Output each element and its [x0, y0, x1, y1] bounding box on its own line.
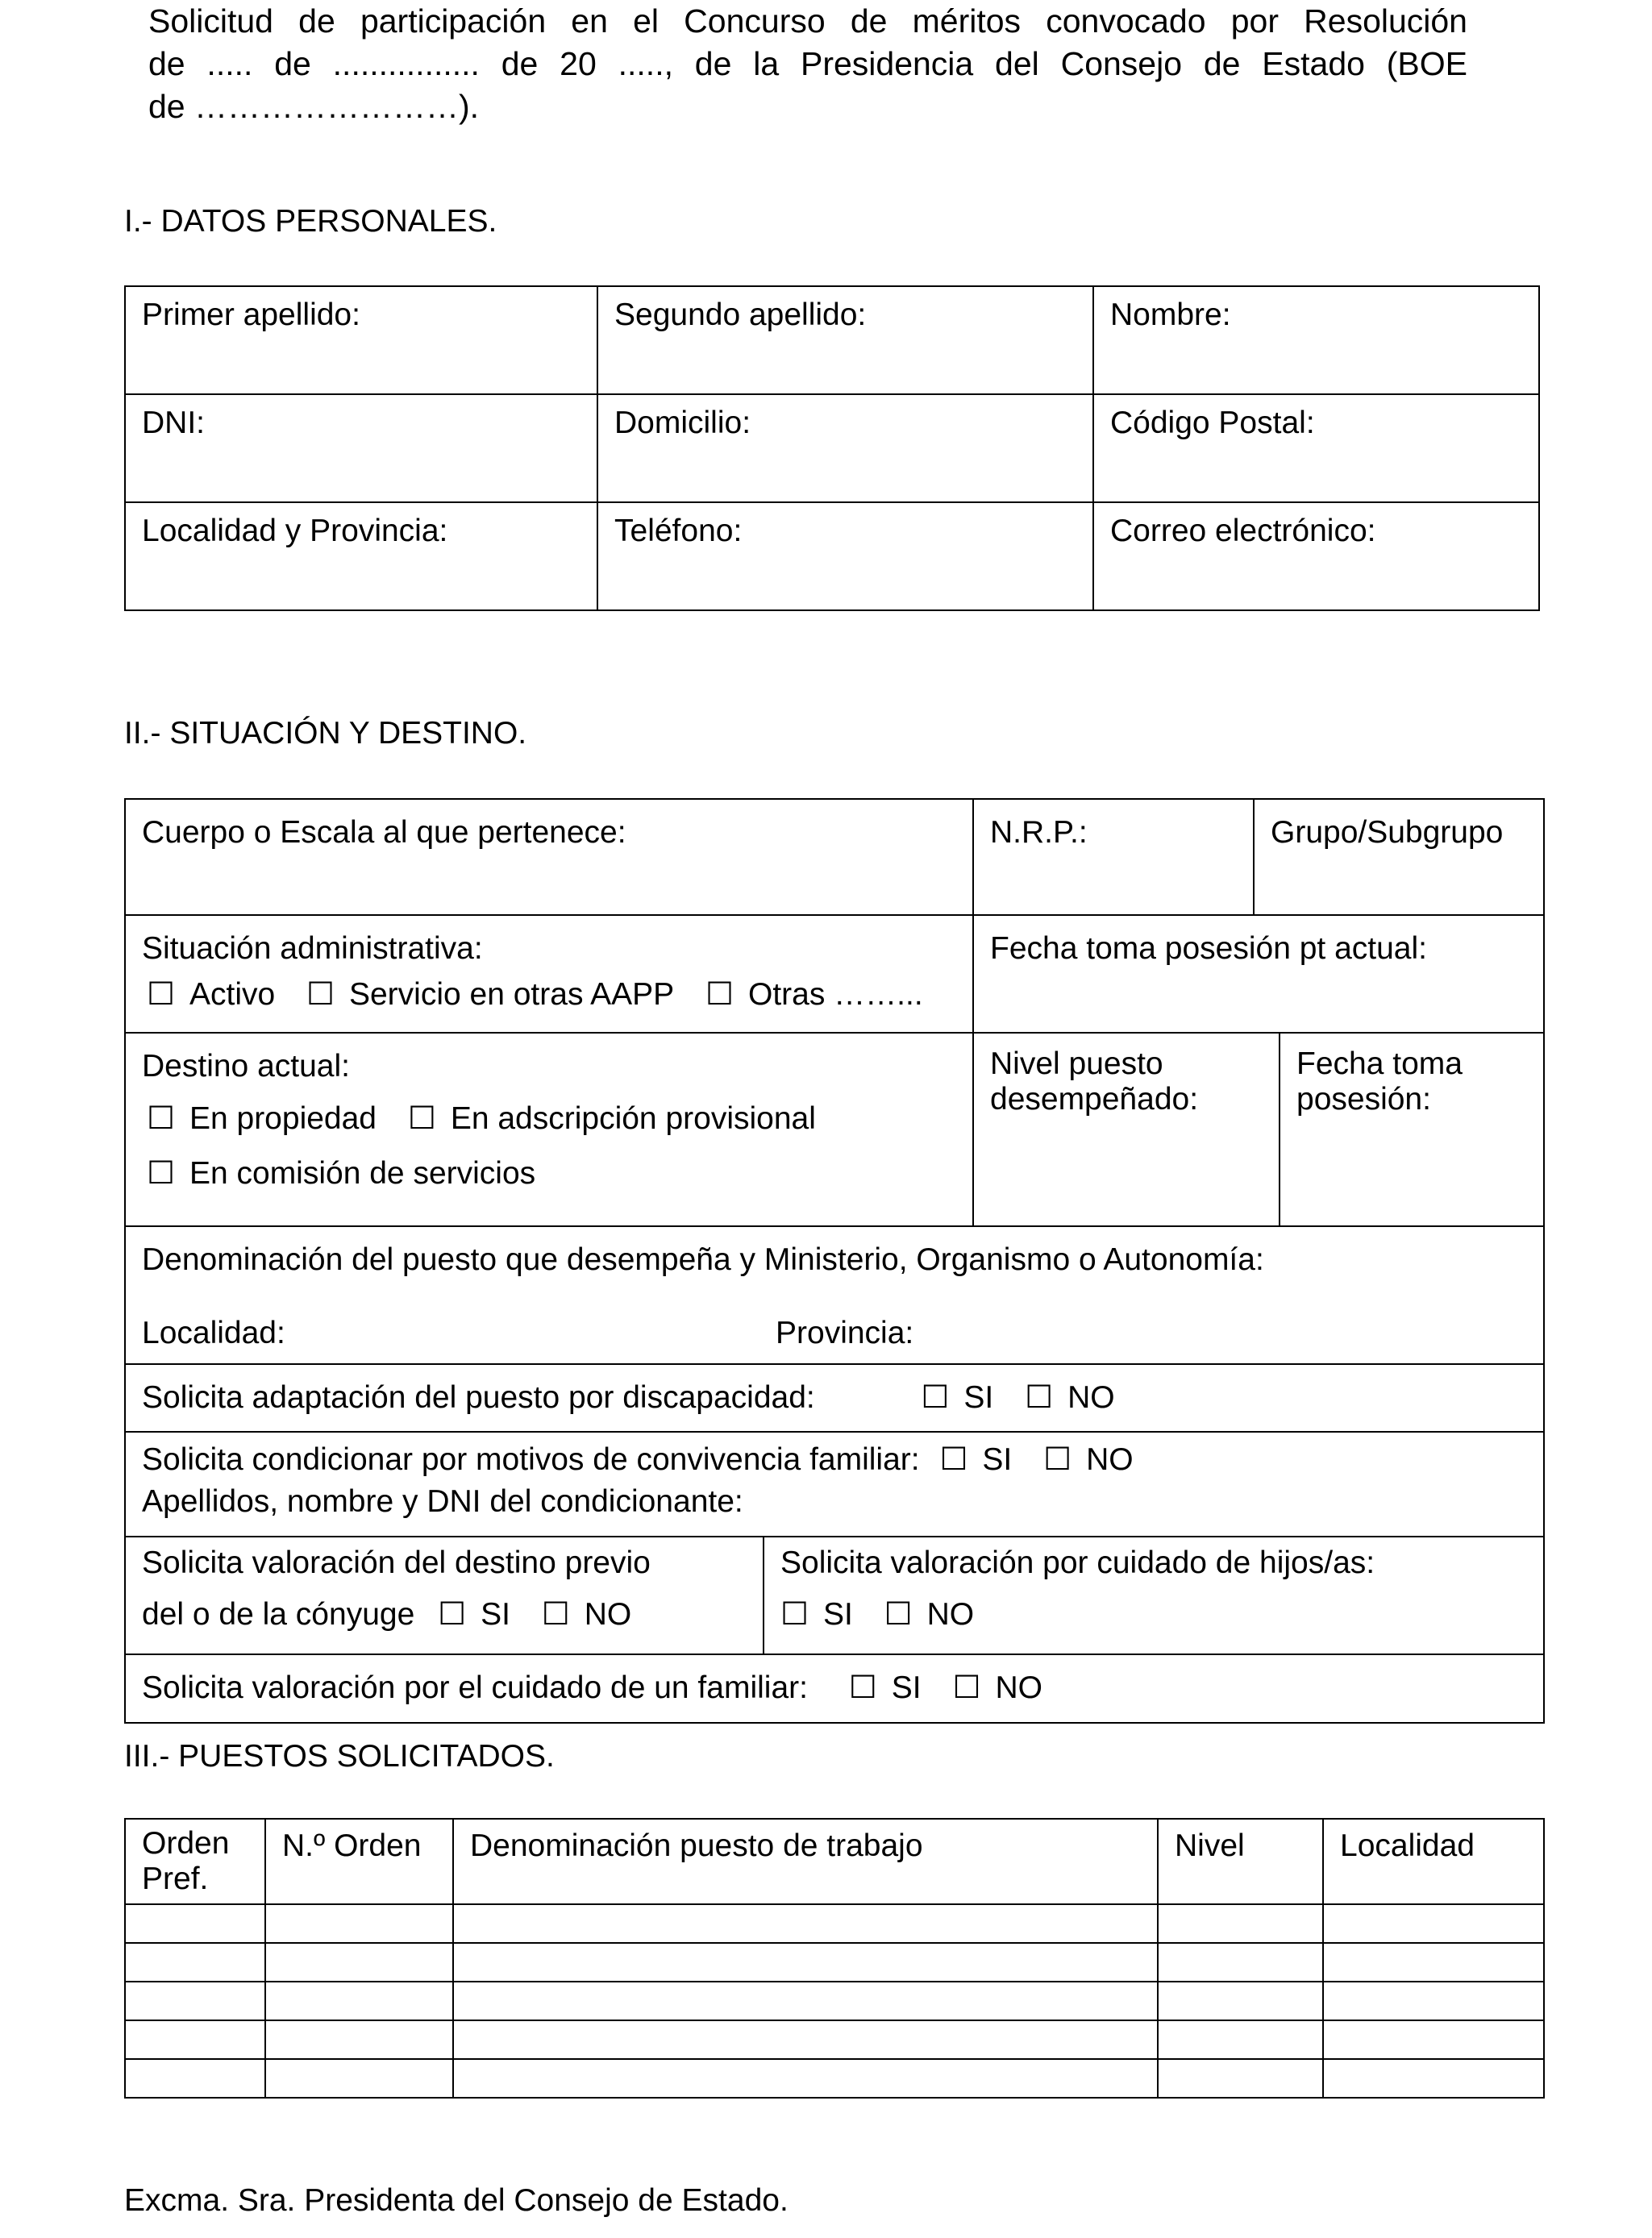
table-cell[interactable]	[1323, 1982, 1544, 2020]
field-grupo[interactable]	[1254, 799, 1544, 915]
table-row	[125, 1982, 1544, 2020]
checkbox-conyuge-si[interactable]: ☐	[438, 1597, 467, 1633]
conyuge-label-2: del o de la cónyuge	[142, 1597, 415, 1633]
provincia-label: Provincia:	[776, 1315, 914, 1350]
checkbox-en-propiedad[interactable]: ☐	[147, 1100, 175, 1136]
checkbox-hijos-si[interactable]: ☐	[780, 1597, 809, 1633]
checkbox-hijos-no[interactable]: ☐	[884, 1597, 913, 1633]
option-adscripcion-provisional: En adscripción provisional	[450, 1100, 816, 1136]
table-cell[interactable]	[125, 2059, 265, 2098]
field-nivel-puesto[interactable]	[973, 1033, 1280, 1226]
checkbox-adaptacion-si[interactable]: ☐	[921, 1379, 950, 1415]
table-cell[interactable]	[125, 1982, 265, 2020]
field-nombre[interactable]: Nombre:	[1093, 286, 1539, 394]
field-situacion-administrativa	[125, 915, 973, 1033]
field-fecha-toma-actual[interactable]	[973, 915, 1544, 1033]
table-cell[interactable]	[125, 2020, 265, 2059]
checkbox-adaptacion-no[interactable]: ☐	[1025, 1379, 1054, 1415]
header-orden-pref	[125, 1819, 265, 1904]
cuerpo-label: Cuerpo o Escala al que pertenece:	[142, 815, 626, 850]
checkbox-adscripcion-provisional[interactable]: ☐	[407, 1100, 436, 1136]
header-numero-orden: N.º Orden	[265, 1819, 453, 1904]
field-codigo-postal[interactable]: Código Postal:	[1093, 394, 1539, 502]
checkbox-condicionar-si[interactable]: ☐	[939, 1442, 968, 1478]
condicionante-label: Apellidos, nombre y DNI del condicionante:	[142, 1484, 743, 1520]
adaptacion-label: Solicita adaptación del puesto por discapacidad:	[142, 1379, 815, 1415]
field-denominacion-puesto[interactable]	[125, 1226, 1544, 1364]
checkbox-activo[interactable]: ☐	[147, 976, 175, 1012]
fecha-toma-actual-label: Fecha toma posesión pt actual:	[990, 931, 1427, 966]
intro-line-1: Solicitud de participación en el Concurso de méritos convocado por Resolución	[148, 2, 1467, 40]
checkbox-servicio-otras-aapp[interactable]: ☐	[306, 976, 335, 1012]
table-cell[interactable]	[453, 2020, 1158, 2059]
header-localidad: Localidad	[1323, 1819, 1544, 1904]
option-activo: Activo	[189, 976, 276, 1012]
field-nrp[interactable]	[973, 799, 1254, 915]
table-cell[interactable]	[265, 1943, 453, 1982]
table-cell[interactable]	[1158, 2020, 1323, 2059]
table-cell[interactable]	[125, 1943, 265, 1982]
table-cell[interactable]	[1323, 2059, 1544, 2098]
table-cell[interactable]	[1158, 2059, 1323, 2098]
checkbox-condicionar-no[interactable]: ☐	[1043, 1442, 1072, 1478]
table-cell[interactable]	[265, 2020, 453, 2059]
familiar-no-label: NO	[995, 1670, 1042, 1706]
table-row	[125, 1943, 1544, 1982]
situacion-destino-table	[124, 798, 1545, 1724]
checkbox-familiar-no[interactable]: ☐	[952, 1670, 981, 1706]
familiar-label: Solicita valoración por el cuidado de un familiar:	[142, 1670, 808, 1706]
table-cell[interactable]	[125, 1904, 265, 1943]
field-dni[interactable]: DNI:	[125, 394, 597, 502]
checkbox-comision-servicios[interactable]: ☐	[147, 1156, 175, 1192]
adaptacion-no-label: NO	[1067, 1379, 1115, 1415]
field-primer-apellido[interactable]: Primer apellido:	[125, 286, 597, 394]
table-cell[interactable]	[1158, 1982, 1323, 2020]
footer-addressee: Excma. Sra. Presidenta del Consejo de Estado.	[124, 2183, 789, 2218]
adaptacion-si-label: SI	[963, 1379, 994, 1415]
option-comision-servicios: En comisión de servicios	[189, 1156, 536, 1192]
intro-line-2: de ..... de ................ de 20 ....., de la Presidencia del Consejo de Estado (BOE	[148, 45, 1467, 82]
field-localidad-provincia[interactable]: Localidad y Provincia:	[125, 502, 597, 610]
row-cuidado-familiar	[125, 1654, 1544, 1723]
header-denominacion: Denominación puesto de trabajo	[453, 1819, 1158, 1904]
localidad-label: Localidad:	[142, 1315, 285, 1350]
table-cell[interactable]	[265, 1982, 453, 2020]
field-domicilio[interactable]: Domicilio:	[597, 394, 1093, 502]
table-row	[125, 1904, 1544, 1943]
conyuge-no-label: NO	[584, 1597, 632, 1633]
table-cell[interactable]	[453, 1904, 1158, 1943]
intro-paragraph	[148, 0, 1467, 128]
nrp-label: N.R.P.:	[990, 815, 1088, 850]
fecha-toma-label: Fecha toma posesión:	[1296, 1046, 1463, 1117]
hijos-no-label: NO	[926, 1597, 975, 1633]
table-row	[125, 2020, 1544, 2059]
option-otras: Otras ……...	[748, 976, 923, 1012]
orden-label: Orden	[142, 1826, 230, 1861]
header-nivel: Nivel	[1158, 1819, 1323, 1904]
option-en-propiedad: En propiedad	[189, 1100, 377, 1136]
table-cell[interactable]	[453, 1943, 1158, 1982]
table-cell[interactable]	[265, 2059, 453, 2098]
row-adaptacion-discapacidad	[125, 1364, 1544, 1433]
table-cell[interactable]	[1158, 1904, 1323, 1943]
field-cuerpo-escala[interactable]	[125, 799, 973, 915]
row-convivencia-familiar	[125, 1432, 1544, 1537]
hijos-si-label: SI	[822, 1597, 853, 1633]
table-cell[interactable]	[265, 1904, 453, 1943]
destino-label: Destino actual:	[142, 1049, 350, 1084]
pref-label: Pref.	[142, 1862, 209, 1896]
condicionar-no-label: NO	[1086, 1442, 1134, 1478]
situacion-label: Situación administrativa:	[142, 931, 483, 966]
hijos-label: Solicita valoración por cuidado de hijos/as:	[780, 1545, 1375, 1581]
section-heading-situacion-destino: II.- SITUACIÓN Y DESTINO.	[124, 716, 527, 751]
section-heading-datos-personales: I.- DATOS PERSONALES.	[124, 204, 497, 239]
conyuge-label-1: Solicita valoración del destino previo	[142, 1545, 651, 1581]
denominacion-label: Denominación del puesto que desempeña y Ministerio, Organismo o Autonomía:	[142, 1242, 1264, 1277]
row-hijos	[764, 1537, 1544, 1654]
condicionar-label: Solicita condicionar por motivos de convivencia familiar:	[142, 1442, 920, 1478]
checkbox-familiar-si[interactable]: ☐	[848, 1670, 877, 1706]
table-cell[interactable]	[453, 1982, 1158, 2020]
field-correo[interactable]: Correo electrónico:	[1093, 502, 1539, 610]
table-cell[interactable]	[1323, 1904, 1544, 1943]
option-servicio-otras-aapp: Servicio en otras AAPP	[348, 976, 675, 1012]
row-conyuge	[125, 1537, 764, 1654]
condicionar-si-label: SI	[982, 1442, 1013, 1478]
grupo-label: Grupo/Subgrupo	[1271, 815, 1504, 850]
checkbox-conyuge-no[interactable]: ☐	[541, 1597, 570, 1633]
nivel-puesto-label: Nivel puesto desempeñado:	[990, 1046, 1199, 1117]
table-cell[interactable]	[1323, 2020, 1544, 2059]
table-cell[interactable]	[1158, 1943, 1323, 1982]
table-row	[125, 2059, 1544, 2098]
familiar-si-label: SI	[891, 1670, 922, 1706]
checkbox-otras[interactable]: ☐	[705, 976, 734, 1012]
field-segundo-apellido[interactable]: Segundo apellido:	[597, 286, 1093, 394]
datos-personales-table	[124, 285, 1540, 611]
field-destino-actual	[125, 1033, 973, 1226]
section-heading-puestos-solicitados: III.- PUESTOS SOLICITADOS.	[124, 1739, 555, 1774]
puestos-solicitados-table	[124, 1818, 1545, 2099]
table-cell[interactable]	[453, 2059, 1158, 2098]
field-fecha-toma[interactable]	[1280, 1033, 1544, 1226]
intro-line-3: de ……………………).	[148, 88, 480, 125]
table-cell[interactable]	[1323, 1943, 1544, 1982]
field-telefono[interactable]: Teléfono:	[597, 502, 1093, 610]
conyuge-si-label: SI	[481, 1597, 510, 1633]
